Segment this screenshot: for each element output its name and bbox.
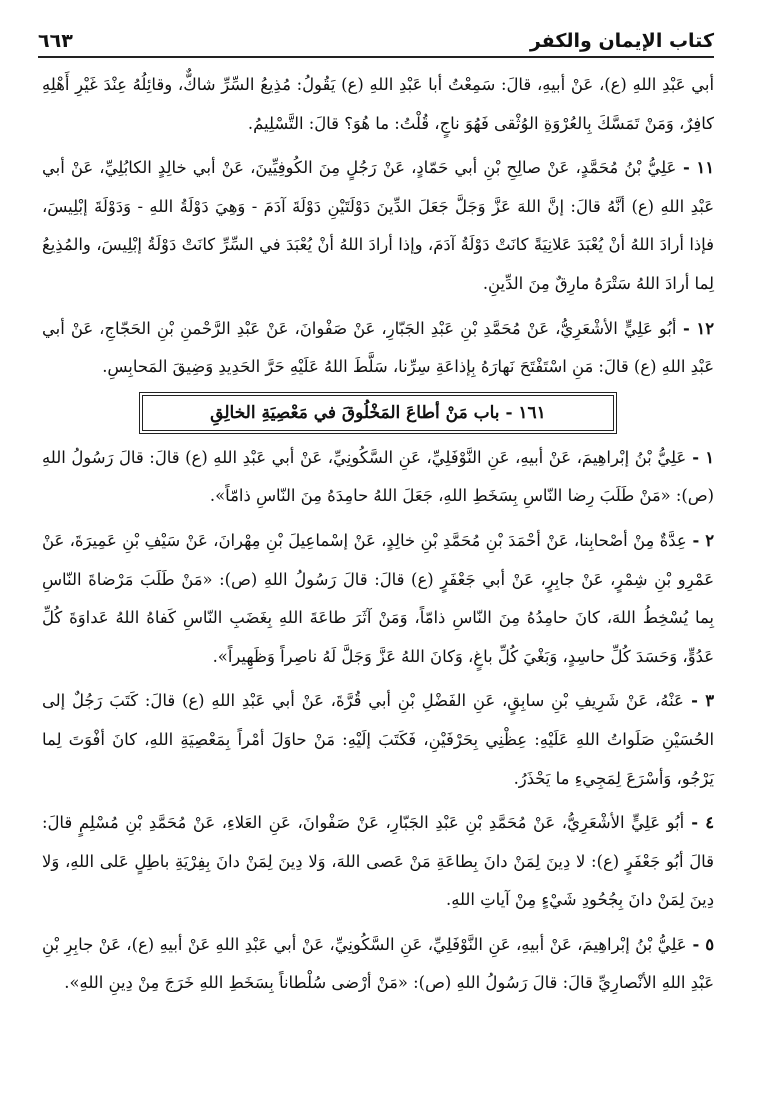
- hadith-text: عَلِيُّ بْنُ إبْراهِيمَ، عَنْ أبيهِ، عَنِ النَّوْفَلِيِّ، عَنِ السَّكُونِيِّ، عَنْ أبي عَبْدِ اللهِ (ع) قالَ: قالَ رَسُولُ اللهِ (ص): «مَنْ طَلَبَ رِضا النّاسِ بِسَخَطِ اللهِ، جَعَلَ اللهُ حامِدَهُ مِنَ النّاسِ ذامّاً».: [42, 447, 714, 506]
- hadith-text: أبُو عَلِيٍّ الأشْعَرِيُّ، عَنْ مُحَمَّدِ بْنِ عَبْدِ الجَبّارِ، عَنْ صَفْوانَ، عَنِ العَلاءِ، عَنْ مُحَمَّدِ بْنِ مُسْلِمٍ قالَ: قالَ أبُو جَعْفَرٍ (ع): لا دِينَ لِمَنْ دانَ بِطاعَةِ مَنْ عَصى اللهَ، وَلا دِينَ لِمَنْ دانَ بِفِرْيَةِ باطِلٍ عَلى اللهِ، وَلا دِينَ لِمَنْ دانَ بِجُحُودِ شَيْءٍ مِنْ آياتِ اللهِ.: [42, 813, 714, 910]
- chapter-hadith-5: [42, 926, 714, 1003]
- hadith-text: عِدَّةٌ مِنْ أصْحابِنا، عَنْ أحْمَدَ بْنِ مُحَمَّدِ بْنِ خالِدٍ، عَنْ إسْماعِيلَ بْنِ مِهْرانَ، عَنْ سَيْفِ بْنِ عَمِيرَةَ، عَنْ عَمْرِو بْنِ شِمْرٍ، عَنْ جابِرٍ، عَنْ أبي جَعْفَرٍ (ع) قالَ: قالَ رَسُولُ اللهِ (ص): «مَنْ طَلَبَ مَرْضاةَ النّاسِ بِما يُسْخِطُ اللهَ، كانَ حامِدُهُ مِنَ النّاسِ ذامّاً، وَمَنْ آثَرَ طاعَةَ اللهِ بِغَضَبِ النّاسِ كَفاهُ اللهُ عَداوَةَ كُلِّ عَدُوٍّ، وَحَسَدَ كُلِّ حاسِدٍ، وَبَغْيَ كُلِّ باغٍ، وَكانَ اللهُ عَزَّ وَجَلَّ لَهُ ناصِراً وَظَهِيراً».: [42, 530, 714, 666]
- chapter-title: ١٦١ - باب مَنْ أطاعَ المَخْلُوقَ في مَعْصِيَةِ الخالِقِ: [210, 402, 546, 423]
- hadith-text: عَنْهُ، عَنْ شَرِيفِ بْنِ سابِقٍ، عَنِ الفَضْلِ بْنِ أبي قُرَّةَ، عَنْ أبي عَبْدِ اللهِ (ع) قالَ: كَتَبَ رَجُلٌ إلى الحُسَيْنِ صَلَواتُ اللهِ عَلَيْهِ: عِظْنِي بِحَرْفَيْنِ، فَكَتَبَ إلَيْهِ: مَنْ حاوَلَ أمْراً بِمَعْصِيَةِ اللهِ، كانَ أفْوَتَ لِما يَرْجُو، وَأسْرَعَ لِمَجِيءِ ما يَحْذَرُ.: [42, 691, 714, 788]
- chapter-title-box: [142, 395, 614, 431]
- hadith-text: أبُو عَلِيٍّ الأشْعَرِيُّ، عَنْ مُحَمَّدِ بْنِ عَبْدِ الجَبّارِ، عَنْ صَفْوانَ، عَنْ عَبْدِ الرَّحْمنِ بْنِ الحَجّاجِ، عَنْ أبي عَبْدِ اللهِ (ع) قالَ: مَنِ اسْتَفْتَحَ نَهارَهُ بِإذاعَةِ سِرِّنا، سَلَّطَ اللهُ عَلَيْهِ حَرَّ الحَدِيدِ وَضِيقَ المَحابِسِ.: [42, 318, 714, 377]
- hadith-text: عَلِيُّ بْنُ إبْراهِيمَ، عَنْ أبيهِ، عَنِ النَّوْفَلِيِّ، عَنِ السَّكُونِيِّ، عَنْ أبي عَبْدِ اللهِ عَنْ أبيهِ (ع)، عَنْ جابِرِ بْنِ عَبْدِ اللهِ الأنْصارِيِّ قالَ: قالَ رَسُولُ اللهِ (ص): «مَنْ أرْضى سُلْطاناً بِسَخَطِ اللهِ خَرَجَ مِنْ دِينِ اللهِ».: [42, 934, 714, 993]
- chapter-hadith-1: [42, 439, 714, 516]
- hadith-number: ١٢ -: [676, 318, 714, 338]
- hadith-12: [42, 310, 714, 387]
- page-body: [42, 66, 714, 1106]
- header-rule: [38, 56, 714, 58]
- hadith-11: [42, 149, 714, 303]
- chapter-hadith-4: [42, 804, 714, 920]
- hadith-number: ٢ -: [686, 530, 714, 550]
- hadith-text: عَلِيُّ بْنُ مُحَمَّدٍ، عَنْ صالِحِ بْنِ أبي حَمّادٍ، عَنْ رَجُلٍ مِنَ الكُوفِيِّينَ، عَنْ أبي خالِدٍ الكابُلِيِّ، عَنْ أبي عَبْدِ اللهِ (ع) أنَّهُ قالَ: إنَّ اللهَ عَزَّ وَجَلَّ جَعَلَ الدِّينَ دَوْلَتَيْنِ دَوْلَةَ آدَمَ - وَهِيَ دَوْلَةُ اللهِ - وَدَوْلَةَ إبْلِيسَ، فإذا أرادَ اللهُ أنْ يُعْبَدَ عَلانِيَةً كانَتْ دَوْلَةُ آدَمَ، وإذا أرادَ اللهُ أنْ يُعْبَدَ في السِّرِّ كانَتْ دَوْلَةُ إبْلِيسَ، والمُذِيعُ لِما أرادَ اللهُ سَتْرَهُ مارِقٌ مِنَ الدِّينِ.: [42, 158, 714, 293]
- hadith-number: ٥ -: [686, 934, 714, 954]
- page-number: ٦٦٣: [38, 30, 73, 52]
- chapter-hadith-2: [42, 522, 714, 676]
- hadith-number: ٣ -: [683, 691, 715, 711]
- page-header: [38, 16, 714, 52]
- paragraph-text: أبي عَبْدِ اللهِ (ع)، عَنْ أبيهِ، قالَ: سَمِعْتُ أبا عَبْدِ اللهِ (ع) يَقُولُ: مُذِيعُ السِّرِّ شاكٌّ، وقائِلُهُ عِنْدَ غَيْرِ أَهْلِهِ كافِرٌ، وَمَنْ تَمَسَّكَ بِالعُرْوَةِ الوُثْقى فَهُوَ ناجٍ، قُلْتُ: ما هُوَ؟ قالَ: التَّسْلِيمُ.: [42, 75, 714, 133]
- hadith-number: ١ -: [686, 447, 715, 467]
- chapter-hadith-3: [42, 682, 714, 798]
- hadith-number: ٤ -: [684, 813, 714, 833]
- book-title: كتاب الإيمان والكفر: [529, 30, 714, 52]
- hadith-number: ١١ -: [676, 158, 714, 178]
- paragraph-continuation: [42, 66, 714, 143]
